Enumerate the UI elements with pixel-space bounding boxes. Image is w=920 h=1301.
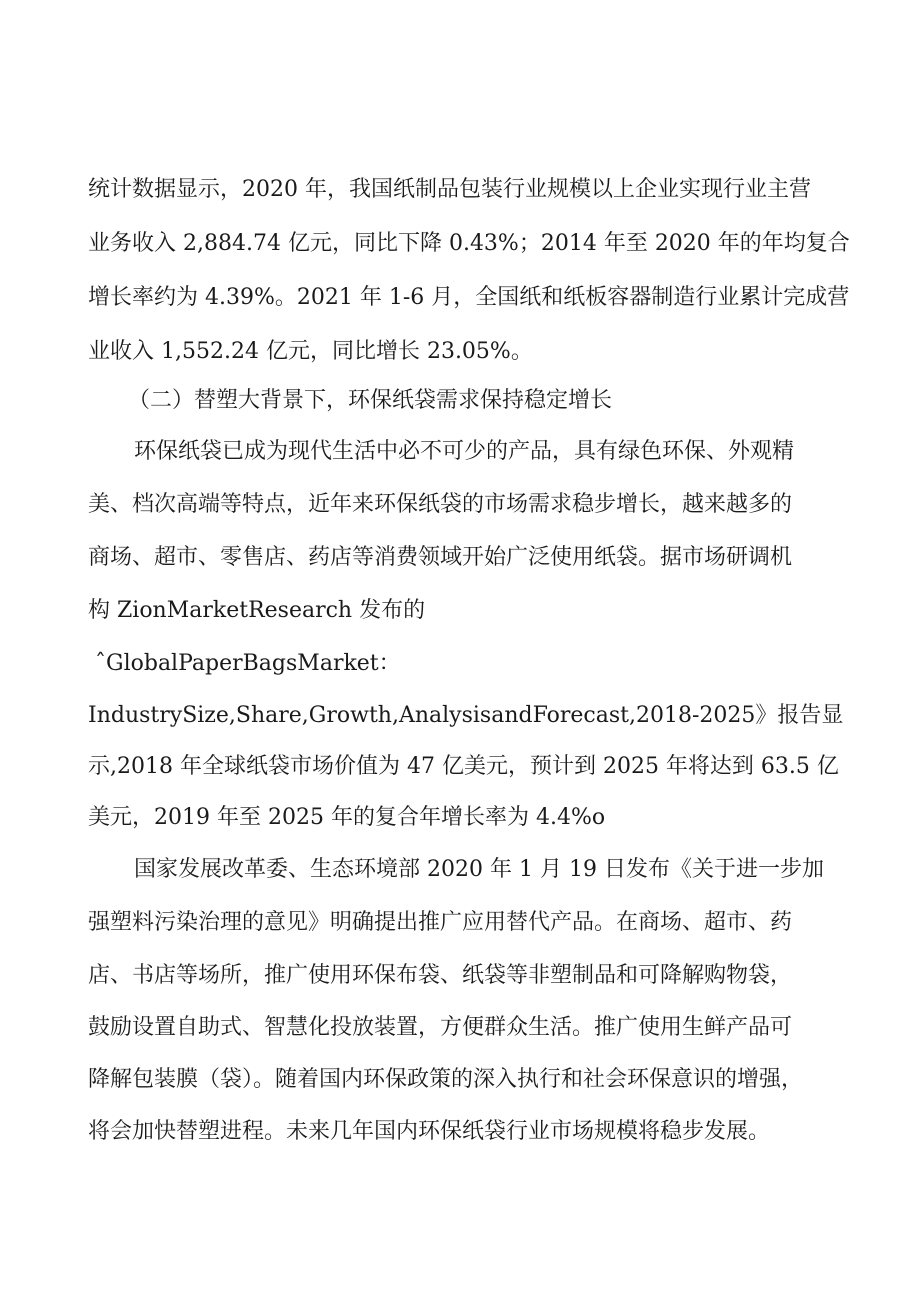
paragraph-2-line-2: 美、档次高端等特点，近年来环保纸袋的市场需求稳步增长，越来越多的 — [88, 492, 793, 517]
paragraph-2-line-6: IndustrySize,Share,Growth,AnalysisandForecast,2018-2025》报告显 — [88, 703, 844, 728]
paragraph-1-line-3: 增长率约为 4.39%。2021 年 1-6 月，全国纸和纸板容器制造行业累计完成营 — [88, 285, 850, 310]
paragraph-2-line-4: 构 ZionMarketResearch 发布的 — [88, 598, 426, 623]
paragraph-3-line-3: 店、书店等场所，推广使用环保布袋、纸袋等非塑制品和可降解购物袋， — [88, 963, 793, 988]
paragraph-1-line-2: 业务收入 2,884.74 亿元，同比下降 0.43%；2014 年至 2020 年的年均复合 — [88, 231, 850, 256]
paragraph-3-line-5: 降解包装膜（袋）。随着国内环保政策的深入执行和社会环保意识的增强， — [88, 1067, 804, 1092]
paragraph-3-line-4: 鼓励设置自助式、智慧化投放装置，方便群众生活。推广使用生鲜产品可 — [88, 1015, 793, 1040]
paragraph-1-line-1: 统计数据显示，2020 年，我国纸制品包装行业规模以上企业实现行业主营 — [88, 177, 811, 202]
paragraph-2-line-5: ˆGlobalPaperBagsMarket： — [95, 651, 401, 676]
paragraph-1-line-4: 业收入 1,552.24 亿元，同比增长 23.05%。 — [88, 339, 533, 364]
paragraph-2-line-3: 商场、超市、零售店、药店等消费领域开始广泛使用纸袋。据市场研调机 — [88, 545, 793, 570]
paragraph-2-line-8: 美元，2019 年至 2025 年的复合年增长率为 4.4%o — [88, 805, 606, 830]
paragraph-3-line-2: 强塑料污染治理的意见》明确提出推广应用替代产品。在商场、超市、药 — [88, 910, 793, 935]
section-heading: （二）替塑大背景下，环保纸袋需求保持稳定增长 — [128, 388, 613, 413]
paragraph-2-line-1: 环保纸袋已成为现代生活中必不可少的产品，具有绿色环保、外观精 — [134, 439, 795, 464]
paragraph-3-line-1: 国家发展改革委、生态环境部 2020 年 1 月 19 日发布《关于进一步加 — [134, 857, 824, 882]
paragraph-3-line-6: 将会加快替塑进程。未来几年国内环保纸袋行业市场规模将稳步发展。 — [88, 1119, 771, 1144]
paragraph-2-line-7: 示,2018 年全球纸袋市场价值为 47 亿美元，预计到 2025 年将达到 63.5 亿 — [88, 754, 839, 779]
